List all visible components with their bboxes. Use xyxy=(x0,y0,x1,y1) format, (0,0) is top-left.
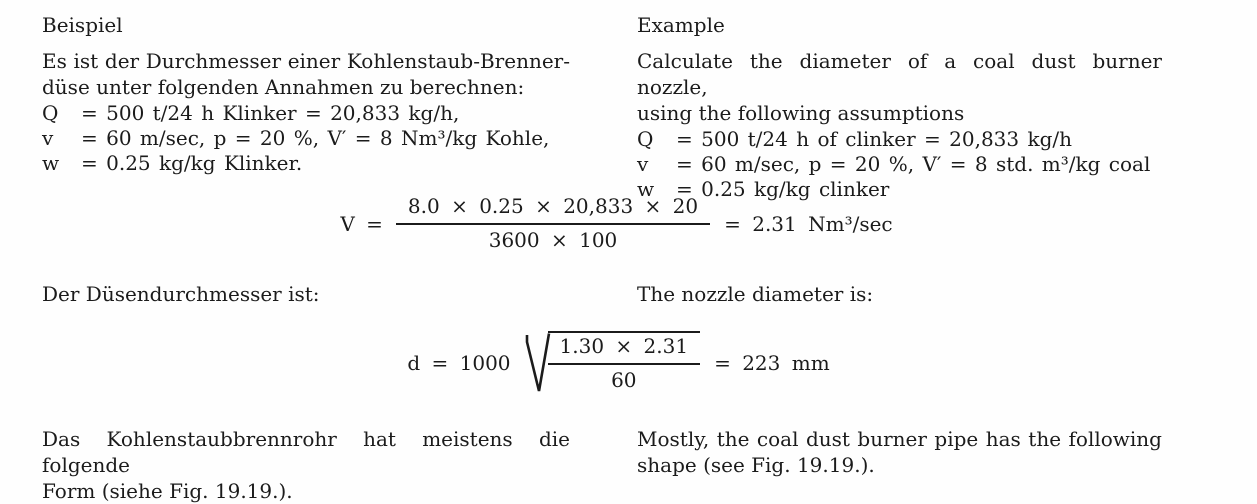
assumption-value: = 500 t/24 h of clinker = 20,833 kg/h xyxy=(676,127,1073,151)
assumption-row-v-en xyxy=(637,152,1162,177)
assumption-list-en xyxy=(637,127,1162,202)
intro-line-de-1: Es ist der Durchmesser einer Kohlenstaub-Brenner- xyxy=(42,49,570,73)
closing-paragraph-en xyxy=(637,426,1162,478)
assumption-row-w-de xyxy=(42,151,570,176)
fraction-denominator: 3600 × 100 xyxy=(488,228,618,252)
assumption-row-v-de xyxy=(42,126,570,151)
volume-formula xyxy=(0,193,1245,254)
intro-line-en-2: using the following assumptions xyxy=(637,101,965,125)
closing-paragraph-de xyxy=(42,426,570,504)
nozzle-intro-de: Der Düsendurchmesser ist: xyxy=(42,282,320,306)
intro-paragraph-en xyxy=(637,48,1162,126)
formula-result: = 2.31 Nm³/sec xyxy=(724,211,893,236)
square-root-icon xyxy=(524,332,551,394)
closing-line-en-1: Mostly, the coal dust burner pipe has the following xyxy=(637,427,1162,451)
formula-lhs: d = 1000 xyxy=(407,350,511,375)
assumption-row-q-en xyxy=(637,127,1162,152)
assumption-row-q-de xyxy=(42,101,570,126)
assumption-symbol: v xyxy=(42,126,54,150)
example-heading-de: Beispiel xyxy=(42,13,123,37)
assumption-symbol: Q xyxy=(42,101,59,125)
assumption-list-de xyxy=(42,101,570,176)
fraction-numerator: 1.30 × 2.31 xyxy=(548,333,701,365)
closing-line-de-1: Das Kohlenstaubbrennrohr hat meistens die folgende xyxy=(42,427,570,477)
english-column xyxy=(637,12,1162,202)
german-column xyxy=(42,12,570,176)
closing-line-de-2: Form (siehe Fig. 19.19.). xyxy=(42,479,293,503)
assumption-value: = 60 m/sec, p = 20 %, V′ = 8 std. m³/kg coal xyxy=(676,152,1151,176)
fraction-denominator: 60 xyxy=(611,368,637,392)
nozzle-intro-en: The nozzle diameter is: xyxy=(637,282,874,306)
assumption-symbol: w xyxy=(42,151,60,175)
formula-lhs: V = xyxy=(340,211,383,236)
assumption-value: = 500 t/24 h Klinker = 20,833 kg/h, xyxy=(81,101,460,125)
fraction xyxy=(396,193,710,254)
fraction-under-root xyxy=(548,331,701,394)
diameter-formula xyxy=(0,331,1247,394)
intro-line-en-1: Calculate the diameter of a coal dust burner nozzle, xyxy=(637,49,1162,99)
intro-paragraph-de xyxy=(42,48,570,100)
intro-line-de-2: düse unter folgenden Annahmen zu berechnen: xyxy=(42,75,525,99)
example-heading-en: Example xyxy=(637,13,725,37)
assumption-value: = 60 m/sec, p = 20 %, V′ = 8 Nm³/kg Kohle, xyxy=(81,126,550,150)
fraction-numerator: 8.0 × 0.25 × 20,833 × 20 xyxy=(396,193,710,225)
closing-line-en-2: shape (see Fig. 19.19.). xyxy=(637,453,875,477)
formula-result: = 223 mm xyxy=(714,350,830,375)
assumption-value: = 0.25 kg/kg Klinker. xyxy=(81,151,303,175)
assumption-symbol: v xyxy=(637,152,649,176)
assumption-symbol: w xyxy=(637,177,655,201)
assumption-value: = 0.25 kg/kg clinker xyxy=(676,177,890,201)
assumption-symbol: Q xyxy=(637,127,654,151)
